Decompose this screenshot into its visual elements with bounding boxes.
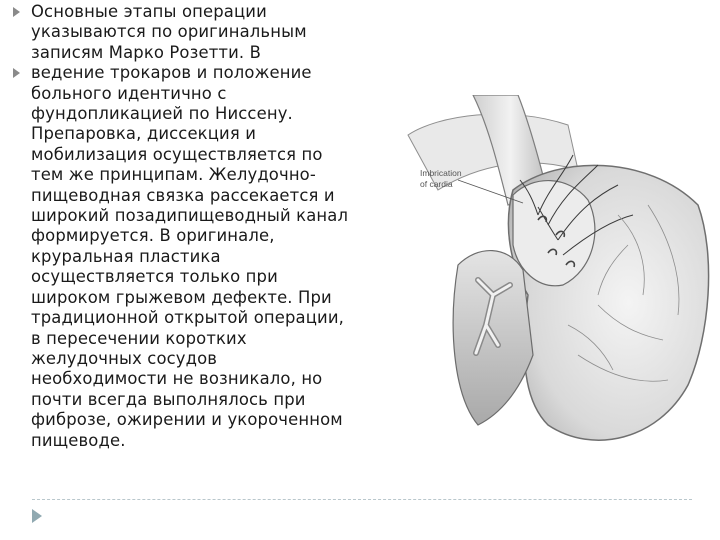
bullet-arrow-icon	[13, 7, 20, 17]
divider-line	[32, 499, 692, 500]
illustration-label-line-1: Imbrication	[420, 168, 462, 178]
corner-arrow-icon	[32, 509, 42, 523]
surgical-illustration	[398, 95, 714, 455]
bullet-text-1: Основные этапы операции указываются по оригинальным записям Марко Розетти. В	[31, 2, 307, 62]
bullet-list	[10, 2, 406, 451]
bullet-text-2: ведение трокаров и положение больного идентично с фундопликацией по Ниссену. Препаровка, диссекция и мобилизация осуществляется по тем же принципам. Желудочно- пищеводная связка рассекается и широкий позадипищеводный канал формируется. В оригинале, круральная пластика осуществляется только при широком грыжевом дефекте. При традиционной открытой операции, в пересечении коротких желудочных сосудов необходимости не возникало, но почти всегда выполнялось при фиброзе, ожирении и укороченном пищеводе.	[31, 63, 349, 450]
illustration-label	[420, 168, 462, 190]
illustration-label-line-2: of cardia	[420, 179, 453, 189]
bullet-arrow-icon	[13, 68, 20, 78]
bullet-item-1	[10, 2, 406, 63]
bullet-item-2	[10, 63, 406, 451]
